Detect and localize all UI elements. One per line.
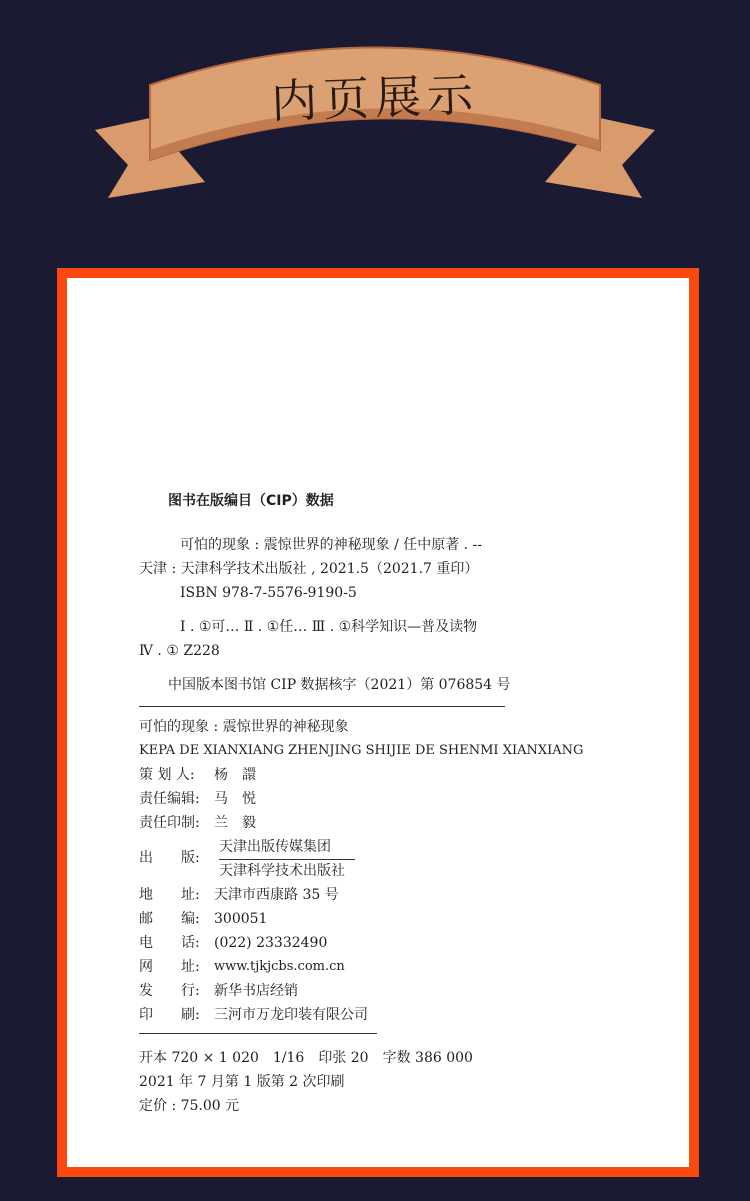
- spec-price: 定价 : 75.00 元: [139, 1098, 240, 1114]
- credit-label: 责任编辑:: [139, 791, 200, 807]
- detail-label: 邮 编:: [139, 911, 200, 927]
- detail-value: www.tjkjcbs.com.cn: [214, 959, 345, 974]
- credit-value: 马 悦: [214, 791, 256, 807]
- banner-title: 内页展示: [270, 67, 480, 129]
- credit-label: 策 划 人:: [139, 767, 195, 783]
- cip-class2: Ⅳ . ① Z228: [139, 643, 220, 659]
- publisher-label: 出 版:: [139, 850, 200, 866]
- spec-edition: 2021 年 7 月第 1 版第 2 次印刷: [139, 1074, 345, 1090]
- detail-label: 印 刷:: [139, 1007, 200, 1023]
- detail-value: 三河市万龙印装有限公司: [214, 1007, 368, 1023]
- book-title-cn: 可怕的现象 : 震惊世界的神秘现象: [139, 719, 349, 735]
- ribbon-banner: [0, 0, 750, 230]
- page-frame: [57, 268, 699, 1177]
- cip-line1: 可怕的现象 : 震惊世界的神秘现象 / 任中原著 . --: [180, 537, 483, 553]
- cip-class1: Ⅰ . ①可… Ⅱ . ①任… Ⅲ . ①科学知识—普及读物: [180, 619, 478, 635]
- publisher-line1: 天津出版传媒集团: [219, 839, 331, 855]
- book-title-pinyin: KEPA DE XIANXIANG ZHENJING SHIJIE DE SHENMI XIANXIANG: [139, 743, 584, 758]
- cip-heading: 图书在版编目（CIP）数据: [168, 493, 334, 509]
- spec-format: 开本 720 × 1 020 1/16 印张 20 字数 386 000: [139, 1050, 473, 1066]
- detail-value: 天津市西康路 35 号: [214, 887, 339, 903]
- cip-line2: 天津 : 天津科学技术出版社 , 2021.5（2021.7 重印）: [139, 561, 479, 577]
- publisher-line2: 天津科学技术出版社: [219, 863, 345, 879]
- detail-label: 电 话:: [139, 935, 200, 951]
- cip-record: 中国版本图书馆 CIP 数据核字（2021）第 076854 号: [168, 677, 511, 693]
- divider-bottom: [139, 1033, 377, 1034]
- cip-isbn: ISBN 978-7-5576-9190-5: [180, 585, 357, 601]
- detail-value: 新华书店经销: [214, 983, 298, 999]
- detail-label: 地 址:: [139, 887, 200, 903]
- credit-value: 杨 譞: [214, 767, 256, 783]
- credit-value: 兰 毅: [214, 815, 256, 831]
- detail-label: 网 址:: [139, 959, 200, 975]
- credit-label: 责任印制:: [139, 815, 200, 831]
- detail-value: 300051: [214, 911, 268, 927]
- detail-value: (022) 23332490: [214, 935, 328, 951]
- copyright-page: [67, 278, 689, 1167]
- divider-top: [139, 706, 505, 707]
- publisher-divider: [219, 859, 355, 860]
- detail-label: 发 行:: [139, 983, 200, 999]
